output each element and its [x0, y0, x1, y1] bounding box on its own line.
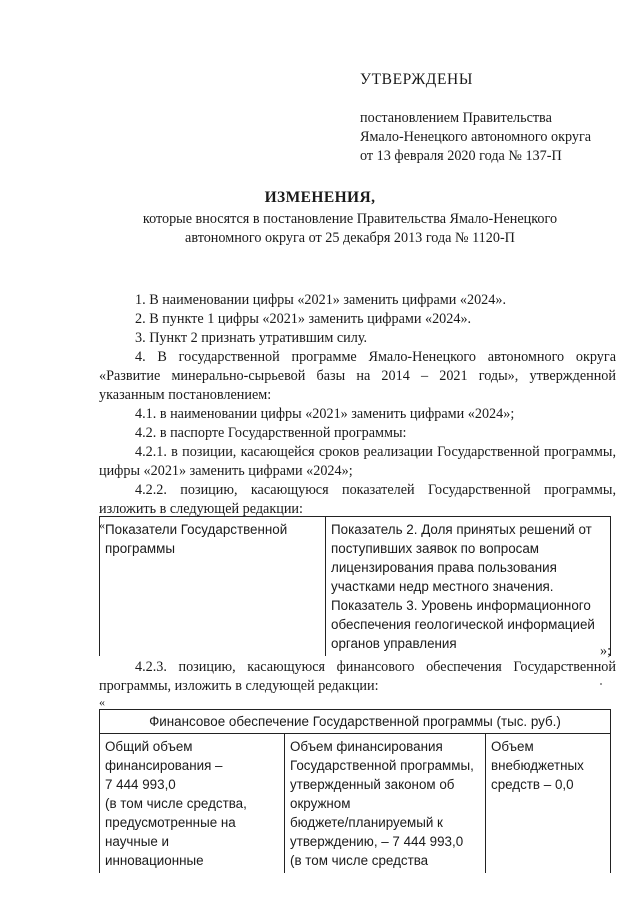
financing-extrabudget [486, 734, 611, 874]
financing-line: (в том числе средства, [105, 796, 247, 811]
financing-table [99, 709, 611, 873]
item-4-2-2: 4.2.2. позицию, касающуюся показателей Государственной программы, изложить в следующей редакции: [99, 482, 616, 517]
financing-line: утвержденный законом об [290, 777, 455, 792]
item-3: 3. Пункт 2 признать утратившим силу. [135, 330, 368, 346]
financing-line: бюджете/планируемый к [290, 815, 443, 830]
indicator-line: Показатель 2. Доля принятых решений от [331, 522, 592, 537]
indicators-value [326, 517, 611, 657]
document-body [99, 291, 616, 531]
item-4-2-3-block [99, 658, 616, 708]
financing-line: Объем финансирования [290, 739, 443, 754]
financing-budget [285, 734, 486, 874]
approval-line: Ямало-Ненецкого автономного округа [360, 129, 592, 145]
approval-line: постановлением Правительства [360, 110, 552, 126]
item-1: 1. В наименовании цифры «2021» заменить цифрами «2024». [135, 292, 507, 308]
financing-line: Государственной программы, [290, 758, 474, 773]
scan-dot [600, 683, 602, 685]
financing-line: 7 444 993,0 [105, 777, 176, 792]
item-4-1: 4.1. в наименовании цифры «2021» заменить цифрами «2024»; [135, 406, 515, 422]
indicator-line: поступивших заявок по вопросам [331, 541, 540, 556]
financing-line: Общий объем [105, 739, 193, 754]
close-quote: »; [600, 643, 612, 659]
changes-subtitle-line: которые вносятся в постановление Правительства Ямало-Ненецкого [142, 211, 558, 227]
financing-line: предусмотренные на [105, 815, 236, 830]
changes-subtitle-line: автономного округа от 25 декабря 2013 года № 1120-П [185, 230, 515, 246]
financing-line: утверждению, – 7 444 993,0 [290, 834, 464, 849]
financing-line: окружном [290, 796, 351, 811]
indicators-label: Показатели Государственной программы [100, 517, 326, 657]
financing-line: средств – 0,0 [491, 777, 574, 792]
item-2: 2. В пункте 1 цифры «2021» заменить цифрами «2024». [135, 311, 472, 327]
approval-resolution [360, 109, 591, 166]
item-4-2-3: 4.2.3. позицию, касающуюся финансового обеспечения Государственной программы, изложить в следующей редакции: [99, 659, 616, 694]
open-quote-2: « [99, 695, 105, 709]
changes-subtitle [120, 210, 580, 248]
approval-line: от 13 февраля 2020 года № 137-П [360, 148, 562, 164]
financing-line: внебюджетных [491, 758, 584, 773]
indicator-line: участками недр местного значения. [331, 579, 554, 594]
indicator-line: Показатель 3. Уровень информационного [331, 598, 591, 613]
open-quote: « [99, 518, 105, 532]
financing-total [100, 734, 285, 874]
financing-line: финансирования – [105, 758, 223, 773]
financing-line: (в том числе средства [290, 853, 429, 868]
indicator-line: органов управления [331, 636, 457, 651]
item-4-2: 4.2. в паспорте Государственной программы: [135, 425, 407, 441]
financing-line: инновационные [105, 853, 204, 868]
approved-heading: УТВЕРЖДЕНЫ [360, 71, 473, 88]
financing-line: Объем [491, 739, 534, 754]
indicator-line: лицензирования права пользования [331, 560, 557, 575]
item-4-2-1: 4.2.1. в позиции, касающейся сроков реализации Государственной программы, цифры «2021» заменить цифрами «2024»; [99, 444, 616, 479]
indicators-table [99, 516, 611, 656]
changes-title: ИЗМЕНЕНИЯ, [264, 189, 376, 206]
financing-header: Финансовое обеспечение Государственной программы (тыс. руб.) [100, 710, 611, 734]
indicator-line: обеспечения геологической информацией [331, 617, 595, 632]
financing-line: научные и [105, 834, 170, 849]
item-4: 4. В государственной программе Ямало-Ненецкого автономного округа «Развитие минерально-сырьевой базы на 2014 – 2021 годы», утвержденной указанным постановлением: [99, 349, 616, 403]
